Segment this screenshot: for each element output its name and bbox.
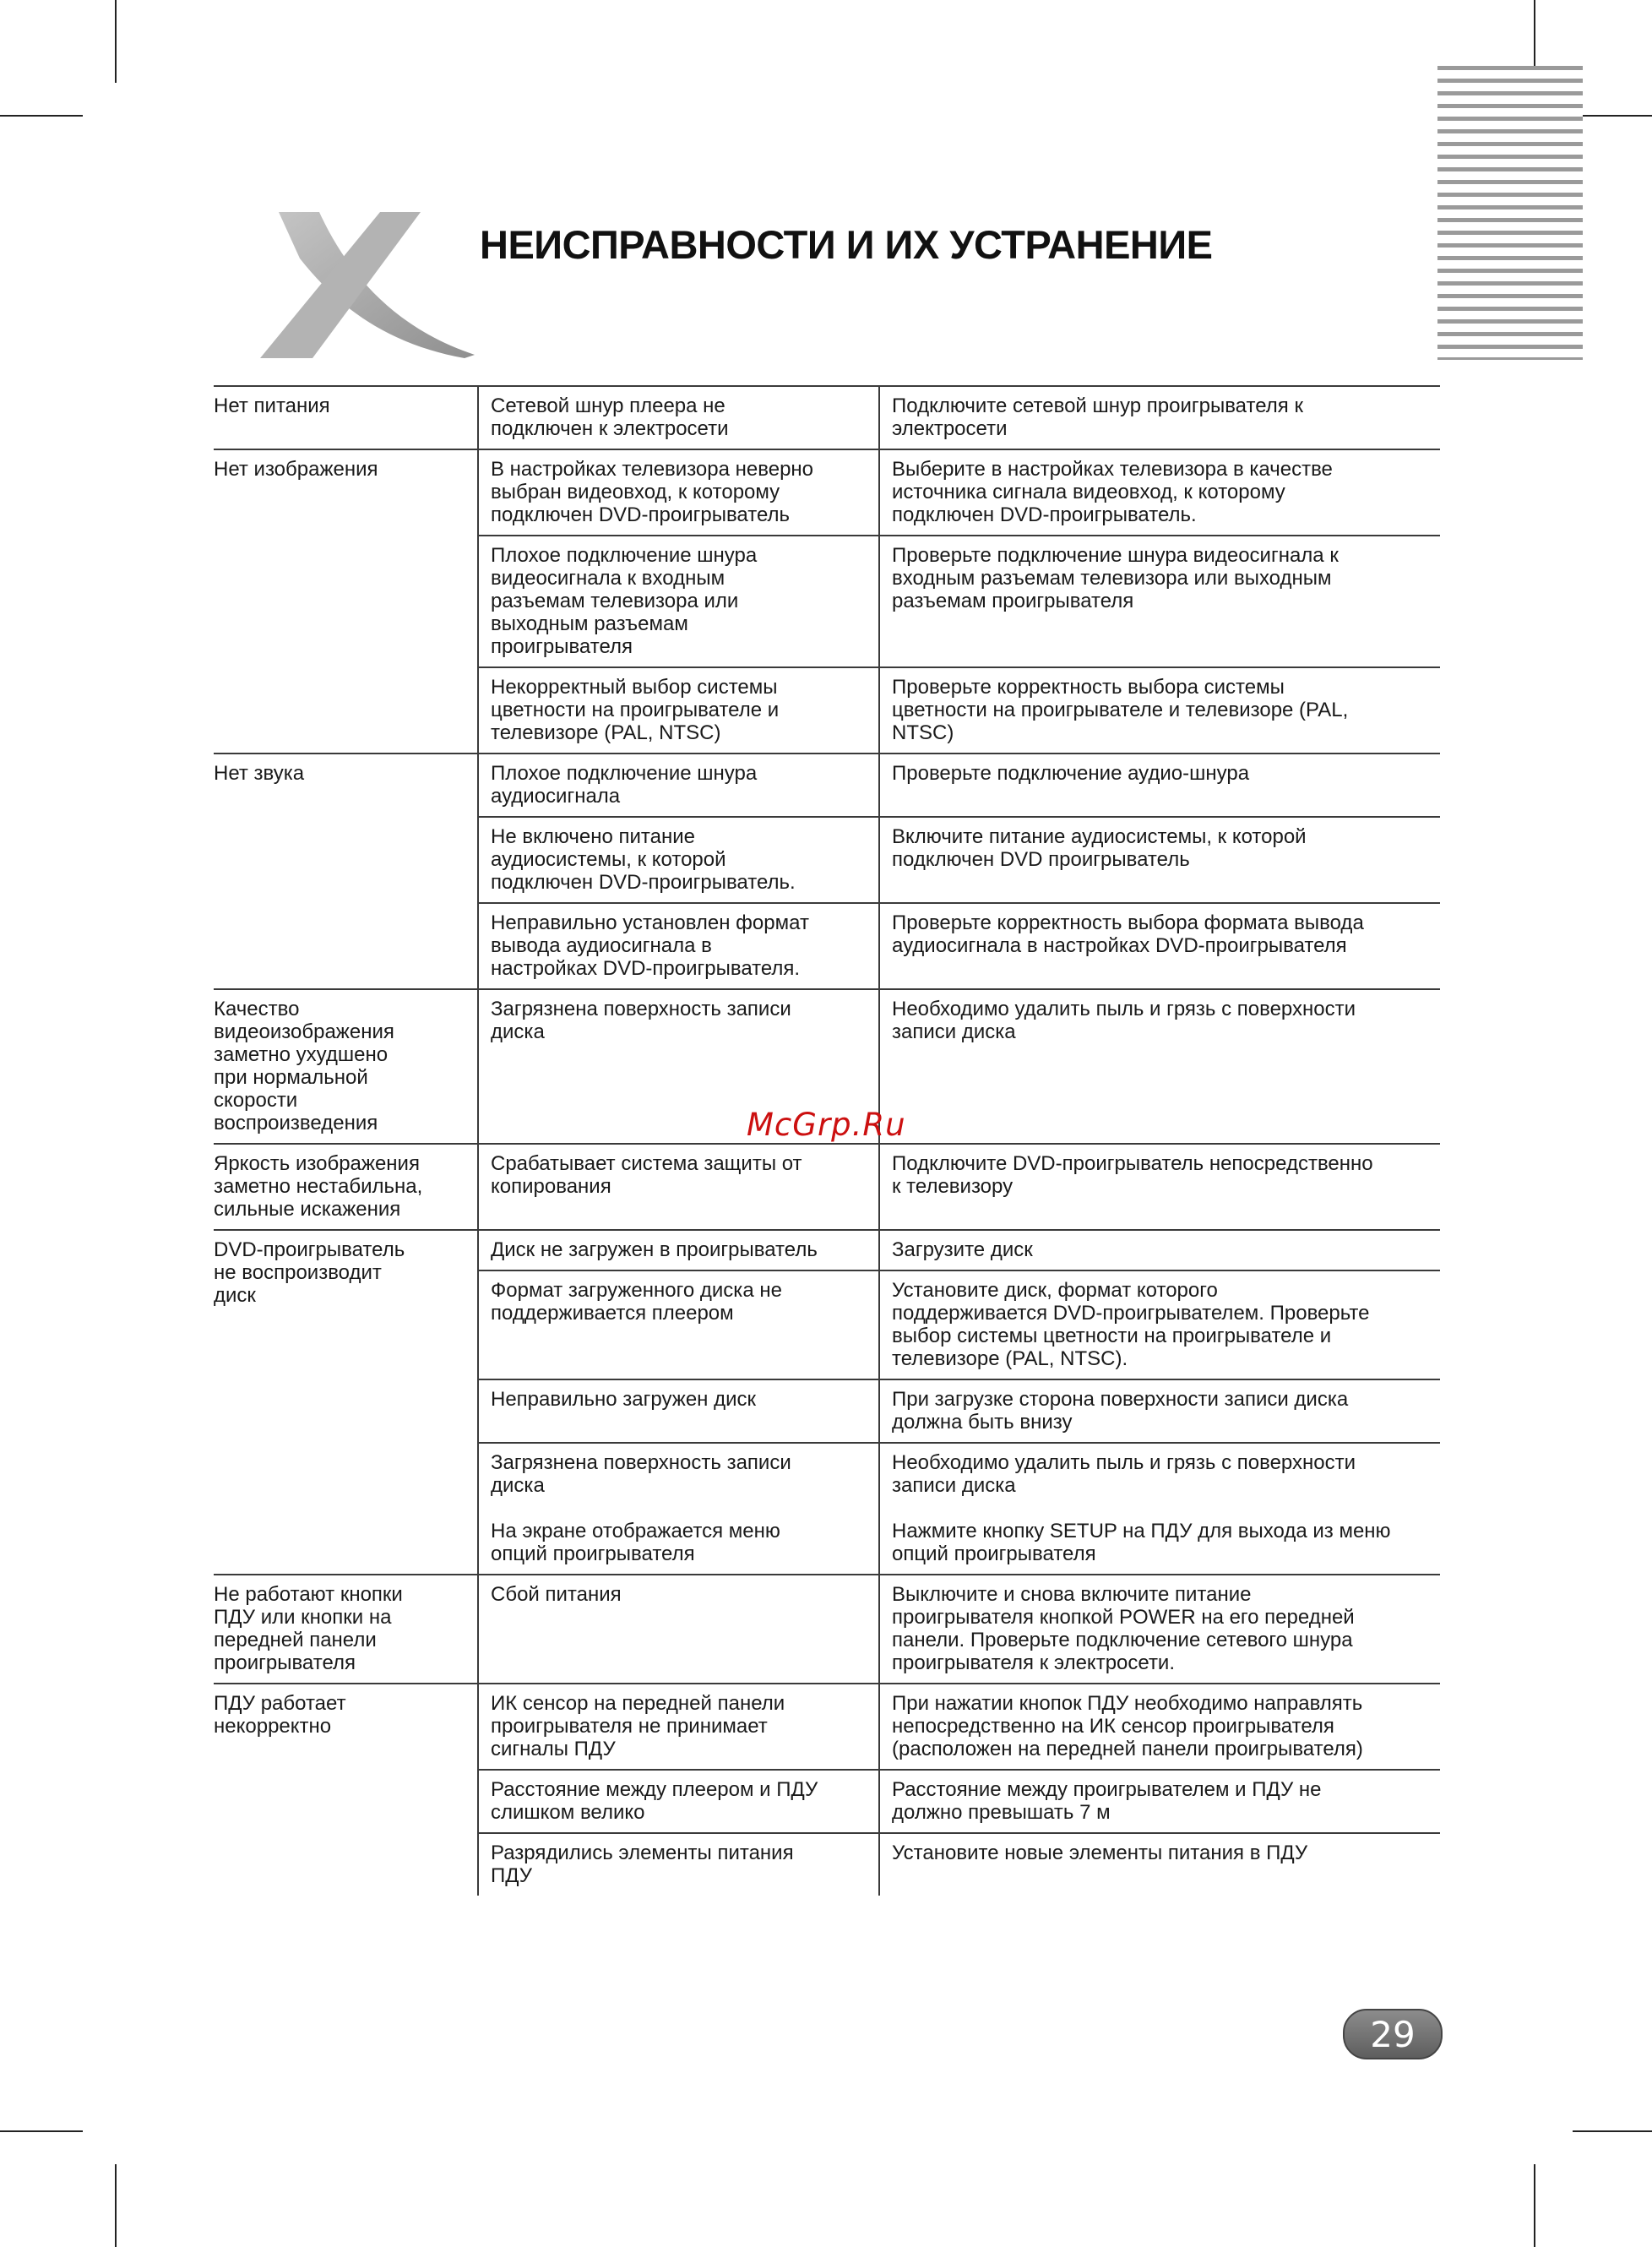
solution-text: Загрузите диск [892, 1238, 1033, 1261]
solution-cell [879, 754, 1440, 817]
solution-text: При нажатии кнопок ПДУ необходимо направлять непосредственно на ИК сенсор проигрывателя (расположен на передней панели проигрывателя) [892, 1692, 1363, 1760]
solution-text: Проверьте корректность выбора формата вывода аудиосигнала в настройках DVD-проигрывателя [892, 911, 1364, 957]
problem-text: Нет изображения [214, 458, 378, 481]
solution-cell [879, 1379, 1440, 1443]
cause-cell [478, 754, 879, 817]
solution-cell [879, 386, 1440, 449]
cause-cell [478, 1770, 879, 1833]
cause-text: Срабатывает система защиты от копирования [491, 1152, 802, 1198]
table-row [214, 1575, 1440, 1684]
solution-cell [879, 1144, 1440, 1230]
table-row [214, 449, 1440, 536]
page-number-badge [1343, 2009, 1443, 2059]
cause-cell [478, 1230, 879, 1270]
solution-cell [879, 989, 1440, 1144]
cause-text: Сбой питания [491, 1583, 622, 1606]
cause-cell [478, 449, 879, 536]
page-number: 29 [1370, 2013, 1416, 2055]
table-row [214, 1144, 1440, 1230]
crop-mark [1534, 2164, 1535, 2247]
cause-text: Не включено питание аудиосистемы, к которой подключен DVD-проигрыватель. [491, 825, 796, 894]
problem-text: DVD-проигрыватель не воспроизводит диск [214, 1238, 405, 1307]
problem-text: Яркость изображения заметно нестабильна, сильные искажения [214, 1152, 423, 1221]
problem-cell [214, 386, 478, 449]
crop-mark [1573, 2130, 1652, 2132]
cause-cell [478, 1833, 879, 1896]
cause-text: Сетевой шнур плеера не подключен к электросети [491, 394, 729, 440]
solution-cell [879, 817, 1440, 903]
crop-mark [0, 2130, 83, 2132]
solution-text: Расстояние между проигрывателем и ПДУ не должно превышать 7 м [892, 1778, 1322, 1824]
problem-cell [214, 989, 478, 1144]
cause-cell [478, 386, 879, 449]
watermark: McGrp.Ru [747, 1107, 906, 1143]
solution-cell [879, 1684, 1440, 1770]
solution-text: Необходимо удалить пыль и грязь с поверхности записи диска Нажмите кнопку SETUP на ПДУ для выхода из меню опций проигрывателя [892, 1451, 1391, 1565]
problem-cell [214, 1575, 478, 1684]
problem-cell [214, 1144, 478, 1230]
problem-text: Не работают кнопки ПДУ или кнопки на передней панели проигрывателя [214, 1583, 403, 1674]
table-row [214, 1230, 1440, 1270]
cause-cell [478, 1575, 879, 1684]
cause-text: Формат загруженного диска не поддерживается плеером [491, 1279, 782, 1325]
cause-text: В настройках телевизора неверно выбран видеовход, к которому подключен DVD-проигрыватель [491, 458, 814, 526]
solution-text: Проверьте подключение аудио-шнура [892, 762, 1250, 785]
cause-text: Плохое подключение шнура видеосигнала к входным разъемам телевизора или выходным разъемам проигрывателя [491, 544, 758, 658]
cause-cell [478, 1443, 879, 1575]
solution-text: Подключите сетевой шнур проигрывателя к электросети [892, 394, 1303, 440]
cause-text: ИК сенсор на передней панели проигрывателя не принимает сигналы ПДУ [491, 1692, 785, 1760]
solution-text: Установите диск, формат которого поддерживается DVD-проигрывателем. Проверьте выбор системы цветности на проигрывателе и телевизоре (PAL, NTSC). [892, 1279, 1370, 1370]
solution-text: Подключите DVD-проигрыватель непосредственно к телевизору [892, 1152, 1373, 1198]
solution-text: Включите питание аудиосистемы, к которой подключен DVD проигрыватель [892, 825, 1307, 871]
table-row [214, 386, 1440, 449]
solution-text: Проверьте подключение шнура видеосигнала к входным разъемам телевизора или выходным разъемам проигрывателя [892, 544, 1339, 612]
solution-cell [879, 667, 1440, 754]
cause-text: Плохое подключение шнура аудиосигнала [491, 762, 758, 808]
brand-x-logo [253, 208, 481, 360]
solution-cell [879, 449, 1440, 536]
decorative-stripes [1437, 66, 1583, 360]
solution-text: Выключите и снова включите питание проигрывателя кнопкой POWER на его передней панели. Проверьте подключение сетевого шнура проигрывателя к электросети. [892, 1583, 1355, 1674]
table-row [214, 754, 1440, 817]
solution-cell [879, 1833, 1440, 1896]
cause-text: Неправильно установлен формат вывода аудиосигнала в настройках DVD-проигрывателя. [491, 911, 809, 980]
cause-cell [478, 1379, 879, 1443]
solution-cell [879, 1770, 1440, 1833]
cause-text: Расстояние между плеером и ПДУ слишком велико [491, 1778, 818, 1824]
cause-cell [478, 903, 879, 989]
cause-text: Разрядились элементы питания ПДУ [491, 1842, 794, 1887]
problem-cell [214, 449, 478, 754]
cause-cell [478, 536, 879, 667]
solution-cell [879, 1270, 1440, 1379]
cause-text: Неправильно загружен диск [491, 1388, 756, 1411]
crop-mark [1573, 115, 1652, 117]
crop-mark [115, 2164, 117, 2247]
crop-mark [0, 115, 83, 117]
cause-text: Некорректный выбор системы цветности на проигрывателе и телевизоре (PAL, NTSC) [491, 676, 780, 744]
solution-text: Установите новые элементы питания в ПДУ [892, 1842, 1308, 1864]
problem-text: Нет питания [214, 394, 330, 417]
cause-cell [478, 1144, 879, 1230]
solution-text: При загрузке сторона поверхности записи диска должна быть внизу [892, 1388, 1349, 1434]
table-row [214, 1684, 1440, 1770]
problem-text: Качество видеоизображения заметно ухудшено при нормальной скорости воспроизведения [214, 998, 394, 1134]
solution-cell [879, 1230, 1440, 1270]
solution-cell [879, 536, 1440, 667]
problem-cell [214, 754, 478, 989]
page-title: НЕИСПРАВНОСТИ И ИХ УСТРАНЕНИЕ [480, 222, 1213, 267]
problem-text: ПДУ работает некорректно [214, 1692, 346, 1738]
solution-text: Необходимо удалить пыль и грязь с поверхности записи диска [892, 998, 1356, 1043]
solution-cell [879, 1443, 1440, 1575]
problem-cell [214, 1684, 478, 1896]
solution-cell [879, 1575, 1440, 1684]
cause-text: Загрязнена поверхность записи диска [491, 998, 791, 1043]
problem-text: Нет звука [214, 762, 305, 785]
cause-text: Загрязнена поверхность записи диска На экране отображается меню опций проигрывателя [491, 1451, 791, 1565]
cause-cell [478, 1684, 879, 1770]
cause-cell [478, 817, 879, 903]
crop-mark [115, 0, 117, 83]
solution-cell [879, 903, 1440, 989]
problem-cell [214, 1230, 478, 1575]
cause-text: Диск не загружен в проигрыватель [491, 1238, 818, 1261]
cause-cell [478, 1270, 879, 1379]
cause-cell [478, 667, 879, 754]
solution-text: Проверьте корректность выбора системы цветности на проигрывателе и телевизоре (PAL, NTSC) [892, 676, 1349, 744]
solution-text: Выберите в настройках телевизора в качестве источника сигнала видеовход, к которому подключен DVD-проигрыватель. [892, 458, 1333, 526]
